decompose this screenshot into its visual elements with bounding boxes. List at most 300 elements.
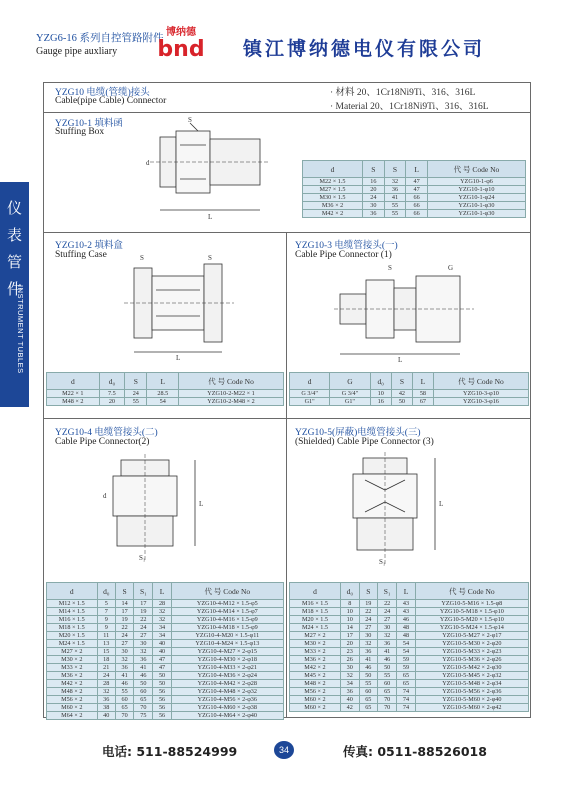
divider bbox=[43, 418, 531, 419]
table-cell: YZG10-5-M42 × 2-φ30 bbox=[415, 664, 528, 672]
table-cell: 18 bbox=[97, 656, 116, 664]
table-row bbox=[290, 680, 529, 688]
table-cell: 19 bbox=[116, 616, 134, 624]
box5-title-en: (Shielded) Cable Pipe Connector (3) bbox=[295, 437, 434, 447]
svg-text:S₁: S₁ bbox=[379, 558, 386, 566]
table-cell: 70 bbox=[377, 704, 396, 712]
table-cell: 36 bbox=[97, 696, 116, 704]
table-cell: 16 bbox=[370, 398, 391, 406]
table-cell: 74 bbox=[397, 704, 415, 712]
table-row bbox=[47, 390, 284, 398]
table-cell: 30 bbox=[134, 640, 153, 648]
table-row bbox=[47, 680, 284, 688]
table-cell: 56 bbox=[153, 688, 171, 696]
svg-text:L: L bbox=[439, 500, 444, 508]
table-cell: YZG10-1-φ30 bbox=[427, 202, 525, 210]
table-cell: 19 bbox=[359, 600, 377, 608]
table-cell: 50 bbox=[359, 672, 377, 680]
table-cell: YZG10-4-M24 × 1.5-φ13 bbox=[171, 640, 283, 648]
table-cell: 34 bbox=[340, 680, 359, 688]
table-cell: M20 × 1.5 bbox=[47, 632, 98, 640]
table-row bbox=[303, 194, 526, 202]
table-cell: 32 bbox=[377, 632, 396, 640]
connector-title-cn: YZG10 电缆(管缆)接头 bbox=[55, 88, 150, 98]
table-cell: 55 bbox=[359, 680, 377, 688]
table-row bbox=[303, 186, 526, 194]
svg-text:L: L bbox=[398, 356, 403, 364]
table-cell: 55 bbox=[377, 672, 396, 680]
table-cell: 46 bbox=[134, 672, 153, 680]
table-cell: 74 bbox=[397, 688, 415, 696]
table-cell: M33 × 2 bbox=[47, 664, 98, 672]
series-subtitle: Gauge pipe auxliary bbox=[36, 46, 118, 57]
table-cell: 34 bbox=[153, 632, 171, 640]
table-cell: 32 bbox=[384, 178, 406, 186]
table-cell: 30 bbox=[359, 632, 377, 640]
svg-text:bnd: bnd bbox=[157, 37, 205, 58]
table-cell: 22 bbox=[377, 600, 396, 608]
table-cell: YZG10-4-M33 × 2-φ21 bbox=[171, 664, 283, 672]
table-cell: YZG10-4-M12 × 1.5-φ5 bbox=[171, 600, 283, 608]
svg-text:d: d bbox=[103, 492, 107, 500]
table-row bbox=[47, 608, 284, 616]
table-cell: 24 bbox=[377, 608, 396, 616]
table-cell: YZG10-4-M36 × 2-φ24 bbox=[171, 672, 283, 680]
table-row bbox=[303, 178, 526, 186]
table-cell: M30 × 2 bbox=[47, 656, 98, 664]
table-cell: M14 × 1.5 bbox=[47, 608, 98, 616]
table-cell: 58 bbox=[412, 390, 433, 398]
table-cell: YZG10-5-M48 × 2-φ34 bbox=[415, 680, 528, 688]
table-cell: M36 × 2 bbox=[47, 672, 98, 680]
table-cell: 59 bbox=[397, 656, 415, 664]
svg-text:d: d bbox=[146, 159, 150, 167]
table-row bbox=[290, 624, 529, 632]
table-cell: 42 bbox=[340, 704, 359, 712]
table-cell: M48 × 2 bbox=[47, 398, 100, 406]
svg-text:G: G bbox=[448, 264, 454, 272]
table-cell: 27 bbox=[377, 616, 396, 624]
sidebar-en-label: INSTRUMENT TUBLES bbox=[16, 285, 25, 374]
table-cell: 20 bbox=[363, 186, 385, 194]
table-cell: 48 bbox=[397, 624, 415, 632]
box2-title-cn: YZG10-2 填料盒 bbox=[55, 241, 123, 251]
table-row bbox=[290, 398, 529, 406]
svg-text:S: S bbox=[188, 116, 192, 124]
svg-text:博纳德: 博纳德 bbox=[166, 27, 196, 38]
table-cell: YZG10-5-M60 × 2-φ40 bbox=[415, 696, 528, 704]
table-cell: 32 bbox=[134, 648, 153, 656]
table-cell: 10 bbox=[340, 608, 359, 616]
table-cell: 60 bbox=[377, 680, 396, 688]
table-cell: M42 × 2 bbox=[303, 210, 363, 218]
table-row bbox=[47, 398, 284, 406]
table-cell: 36 bbox=[340, 688, 359, 696]
table-cell: YZG10-4-M16 × 1.5-φ9 bbox=[171, 616, 283, 624]
table-row bbox=[303, 202, 526, 210]
table-cell: M20 × 1.5 bbox=[290, 616, 341, 624]
table-cell: 40 bbox=[340, 696, 359, 704]
table-cell: 34 bbox=[153, 624, 171, 632]
table-cell: M60 × 2 bbox=[290, 696, 341, 704]
table-cell: 9 bbox=[97, 624, 116, 632]
svg-text:L: L bbox=[199, 500, 204, 508]
table-cell: 10 bbox=[370, 390, 391, 398]
table-cell: 40 bbox=[97, 712, 116, 720]
table-cell: 55 bbox=[116, 688, 134, 696]
table-cell: 14 bbox=[340, 624, 359, 632]
table-cell: 19 bbox=[134, 608, 153, 616]
svg-text:S: S bbox=[140, 254, 144, 262]
table-row bbox=[47, 616, 284, 624]
table-cell: YZG10-4-M64 × 2-φ40 bbox=[171, 712, 283, 720]
table-cell: 26 bbox=[340, 656, 359, 664]
table-cell: YZG10-1-φ6 bbox=[427, 178, 525, 186]
table-row bbox=[47, 688, 284, 696]
table-cell: 65 bbox=[397, 672, 415, 680]
box3-title-en: Cable Pipe Connector (1) bbox=[295, 250, 392, 260]
table-cell: YZG10-3-φ10 bbox=[433, 390, 528, 398]
table-cell: 65 bbox=[359, 696, 377, 704]
divider bbox=[43, 232, 531, 233]
material-en: · Material 20、1Cr18Ni9Ti、316、316L bbox=[330, 102, 489, 112]
table-cell: M33 × 2 bbox=[290, 648, 341, 656]
table-cell: YZG10-5-M16 × 1.5-φ8 bbox=[415, 600, 528, 608]
box5-title-cn: YZG10-5(屏蔽)电缆管接头(三) bbox=[295, 428, 421, 438]
table-cell: YZG10-5-M45 × 2-φ32 bbox=[415, 672, 528, 680]
table-cell: 36 bbox=[134, 656, 153, 664]
table-cell: 30 bbox=[363, 202, 385, 210]
table-cell: YZG10-5-M33 × 2-φ23 bbox=[415, 648, 528, 656]
table-cell: 65 bbox=[377, 688, 396, 696]
table-cell: G1" bbox=[290, 398, 330, 406]
table-cell: 36 bbox=[377, 640, 396, 648]
table-cell: 17 bbox=[116, 608, 134, 616]
table-cell: YZG10-5-M20 × 1.5-φ10 bbox=[415, 616, 528, 624]
table-cell: 41 bbox=[377, 648, 396, 656]
table-cell: YZG10-2-M22 × 1 bbox=[179, 390, 284, 398]
table-row bbox=[47, 656, 284, 664]
svg-text:L: L bbox=[176, 354, 181, 362]
table-cell: 24 bbox=[134, 624, 153, 632]
table-cell: M36 × 2 bbox=[303, 202, 363, 210]
table-cell: YZG10-4-M14 × 1.5-φ7 bbox=[171, 608, 283, 616]
svg-text:S: S bbox=[388, 264, 392, 272]
table-cell: 28 bbox=[153, 600, 171, 608]
table-cell: 30 bbox=[116, 648, 134, 656]
table-cell: 24 bbox=[125, 390, 147, 398]
table-cell: 28 bbox=[97, 680, 116, 688]
svg-text:S₁: S₁ bbox=[139, 554, 146, 562]
table-cell: 36 bbox=[116, 664, 134, 672]
table-cell: G1" bbox=[330, 398, 370, 406]
table-cell: 24 bbox=[359, 616, 377, 624]
table-row bbox=[47, 672, 284, 680]
table-cell: 70 bbox=[134, 704, 153, 712]
table-cell: 46 bbox=[377, 656, 396, 664]
table-cell: 32 bbox=[359, 640, 377, 648]
table-cell: 40 bbox=[153, 640, 171, 648]
table-cell: M42 × 2 bbox=[290, 664, 341, 672]
table-cell: 36 bbox=[384, 186, 406, 194]
table-cell: M56 × 2 bbox=[290, 688, 341, 696]
table-row bbox=[290, 688, 529, 696]
footer-phone: 电话: 511-88524999 bbox=[102, 744, 238, 759]
table-cell: YZG10-5-M60 × 2-φ42 bbox=[415, 704, 528, 712]
box5-spec-table: d d₀ S S₁ L 代 号 Code No M16 × 1.5 8 19 22 43 YZG10-5-M16 × 1.5-φ8 M18 × 1.5 10 22 24 43 YZG10-5-M18 × 1.5-φ10 M20 × 1.5 10 24 27 46 YZG10-5-M20 × 1.5-φ10 M24 × 1.5 14 27 30 48 YZG10-5-M24 × 1.5-φ14 M27 × 2 17 30 32 48 YZG10-5-M27 × 2-φ17 M30 × 2 20 32 36 54 YZG10-5-M30 × 2-φ20 M33 × 2 23 36 41 54 YZG10-5-M33 × 2-φ23 M36 × 2 26 41 46 59 YZG10-5-M36 × 2-φ26 M42 × 2 30 46 50 59 YZG10-5-M42 × 2-φ30 M45 × 2 32 50 55 65 YZG10-5-M45 × 2-φ32 M48 × 2 34 55 60 65 YZG10-5-M48 × 2-φ34 M56 × 2 36 60 65 74 YZG10-5-M56 × 2-φ36 M60 × 2 40 65 70 74 YZG10-5-M60 × 2-φ40 M60 × 2 42 65 70 74 YZG10-5-M60 × 2-φ42 bbox=[289, 582, 529, 712]
table-cell: YZG10-4-M18 × 1.5-φ9 bbox=[171, 624, 283, 632]
table-cell: 32 bbox=[153, 616, 171, 624]
table-cell: M16 × 1.5 bbox=[47, 616, 98, 624]
cable-pipe-connector-1-drawing bbox=[330, 258, 480, 364]
table-cell: 47 bbox=[406, 178, 428, 186]
table-cell: G 3/4" bbox=[290, 390, 330, 398]
table-cell: 50 bbox=[153, 680, 171, 688]
table-cell: YZG10-4-M56 × 2-φ36 bbox=[171, 696, 283, 704]
table-cell: 8 bbox=[340, 600, 359, 608]
table-cell: M42 × 2 bbox=[47, 680, 98, 688]
table-cell: G 3/4" bbox=[330, 390, 370, 398]
table-row bbox=[47, 712, 284, 720]
table-row bbox=[47, 640, 284, 648]
company-name: 镇江博纳德电仪有限公司 bbox=[243, 38, 486, 60]
table-cell: 65 bbox=[359, 704, 377, 712]
table-cell: 11 bbox=[97, 632, 116, 640]
table-cell: YZG10-1-φ30 bbox=[427, 210, 525, 218]
table-cell: 27 bbox=[116, 640, 134, 648]
table-cell: YZG10-4-M42 × 2-φ28 bbox=[171, 680, 283, 688]
table-cell: M45 × 2 bbox=[290, 672, 341, 680]
table-cell: 28.5 bbox=[147, 390, 179, 398]
table-cell: 27 bbox=[359, 624, 377, 632]
table-cell: YZG10-5-M30 × 2-φ20 bbox=[415, 640, 528, 648]
table-cell: 36 bbox=[359, 648, 377, 656]
table-row bbox=[47, 696, 284, 704]
table-cell: 27 bbox=[134, 632, 153, 640]
box4-title-en: Cable Pipe Connector(2) bbox=[55, 437, 150, 447]
table-cell: 74 bbox=[397, 696, 415, 704]
box4-spec-table: d d₀ S S₁ L 代 号 Code No M12 × 1.5 5 14 17 28 YZG10-4-M12 × 1.5-φ5 M14 × 1.5 7 17 19 32 YZG10-4-M14 × 1.5-φ7 M16 × 1.5 9 19 22 32 YZG10-4-M16 × 1.5-φ9 M18 × 1.5 9 22 24 34 YZG10-4-M18 × 1.5-φ9 M20 × 1.5 11 24 27 34 YZG10-4-M20 × 1.5-φ11 M24 × 1.5 13 27 30 40 YZG10-4-M24 × 1.5-φ13 M27 × 2 15 30 32 40 YZG10-4-M27 × 2-φ15 M30 × 2 18 32 36 47 YZG10-4-M30 × 2-φ18 M33 × 2 21 36 41 47 YZG10-4-M33 × 2-φ21 M36 × 2 24 41 46 50 YZG10-4-M36 × 2-φ24 M42 × 2 28 46 50 50 YZG10-4-M42 × 2-φ28 M48 × 2 32 55 60 56 YZG10-4-M48 × 2-φ32 M56 × 2 36 60 65 56 YZG10-4-M56 × 2-φ36 M60 × 2 38 65 70 56 YZG10-4-M60 × 2-φ38 M64 × 2 40 70 75 56 YZG10-4-M64 × 2-φ40 bbox=[46, 582, 284, 720]
table-row bbox=[47, 664, 284, 672]
table-cell: 43 bbox=[397, 600, 415, 608]
table-row bbox=[290, 664, 529, 672]
table-cell: YZG10-5-M36 × 2-φ26 bbox=[415, 656, 528, 664]
table-cell: M22 × 1 bbox=[47, 390, 100, 398]
table-row bbox=[47, 600, 284, 608]
table-cell: 46 bbox=[116, 680, 134, 688]
table-cell: 7.5 bbox=[99, 390, 124, 398]
table-cell: 30 bbox=[340, 664, 359, 672]
table-cell: 56 bbox=[153, 704, 171, 712]
table-cell: 56 bbox=[153, 712, 171, 720]
table-cell: 32 bbox=[153, 608, 171, 616]
table-row bbox=[47, 624, 284, 632]
stuffing-box-drawing bbox=[140, 115, 285, 225]
table-row bbox=[47, 704, 284, 712]
table-cell: YZG10-4-M30 × 2-φ18 bbox=[171, 656, 283, 664]
table-cell: 54 bbox=[147, 398, 179, 406]
table-cell: M18 × 1.5 bbox=[47, 624, 98, 632]
table-cell: 21 bbox=[97, 664, 116, 672]
table-cell: 38 bbox=[97, 704, 116, 712]
table-cell: 43 bbox=[397, 608, 415, 616]
table-cell: 46 bbox=[397, 616, 415, 624]
sidebar-cn-label: 仪 表 管 件 bbox=[6, 199, 22, 298]
table-cell: 60 bbox=[359, 688, 377, 696]
table-cell: M27 × 1.5 bbox=[303, 186, 363, 194]
table-cell: 32 bbox=[97, 688, 116, 696]
table-cell: YZG10-4-M48 × 2-φ32 bbox=[171, 688, 283, 696]
page-number: 34 bbox=[274, 741, 294, 759]
table-cell: M60 × 2 bbox=[290, 704, 341, 712]
footer-fax: 传真: 0511-88526018 bbox=[343, 744, 487, 759]
table-cell: 40 bbox=[153, 648, 171, 656]
box3-title-cn: YZG10-3 电缆管接头(一) bbox=[295, 241, 398, 251]
svg-text:S: S bbox=[208, 254, 212, 262]
table-cell: 13 bbox=[97, 640, 116, 648]
table-cell: M56 × 2 bbox=[47, 696, 98, 704]
table-cell: 50 bbox=[377, 664, 396, 672]
table-row bbox=[290, 632, 529, 640]
table-cell: M24 × 1.5 bbox=[47, 640, 98, 648]
table-cell: 70 bbox=[377, 696, 396, 704]
table-row bbox=[290, 656, 529, 664]
table-cell: YZG10-1-φ24 bbox=[427, 194, 525, 202]
table-cell: YZG10-5-M24 × 1.5-φ14 bbox=[415, 624, 528, 632]
table-cell: 65 bbox=[134, 696, 153, 704]
table-cell: M27 × 2 bbox=[290, 632, 341, 640]
table-cell: 36 bbox=[363, 210, 385, 218]
table-cell: M16 × 1.5 bbox=[290, 600, 341, 608]
table-cell: 55 bbox=[384, 202, 406, 210]
table-cell: 60 bbox=[134, 688, 153, 696]
table-cell: 17 bbox=[134, 600, 153, 608]
table-cell: 20 bbox=[340, 640, 359, 648]
box3-spec-table: d G d₀ S L 代 号 Code No G 3/4" G 3/4" 10 42 58 YZG10-3-φ10 G1" G1" 16 50 67 YZG10-3-φ16 bbox=[289, 372, 529, 406]
connector-title-en: Cable(pipe Cable) Connector bbox=[55, 96, 167, 106]
table-cell: 50 bbox=[153, 672, 171, 680]
table-cell: 17 bbox=[340, 632, 359, 640]
divider bbox=[43, 112, 531, 113]
table-row bbox=[290, 600, 529, 608]
table-cell: 47 bbox=[153, 664, 171, 672]
table-cell: 30 bbox=[377, 624, 396, 632]
table-cell: 9 bbox=[97, 616, 116, 624]
table-cell: 41 bbox=[134, 664, 153, 672]
table-cell: 66 bbox=[406, 202, 428, 210]
table-cell: 46 bbox=[359, 664, 377, 672]
table-cell: YZG10-4-M60 × 2-φ38 bbox=[171, 704, 283, 712]
table-cell: 54 bbox=[397, 648, 415, 656]
table-cell: M22 × 1.5 bbox=[303, 178, 363, 186]
table-cell: 66 bbox=[406, 194, 428, 202]
table-cell: 32 bbox=[116, 656, 134, 664]
table-cell: M12 × 1.5 bbox=[47, 600, 98, 608]
table-row bbox=[47, 648, 284, 656]
box2-spec-table: d d₀ S L 代 号 Code No M22 × 1 7.5 24 28.5 YZG10-2-M22 × 1 M48 × 2 20 55 54 YZG10-2-M48 × 2 bbox=[46, 372, 284, 406]
table-cell: 16 bbox=[363, 178, 385, 186]
table-row bbox=[303, 210, 526, 218]
table-cell: 10 bbox=[340, 616, 359, 624]
table-cell: 56 bbox=[153, 696, 171, 704]
table-cell: 67 bbox=[412, 398, 433, 406]
box4-title-cn: YZG10-4 电缆管接头(二) bbox=[55, 428, 158, 438]
svg-text:L: L bbox=[208, 213, 213, 221]
table-cell: 41 bbox=[359, 656, 377, 664]
table-cell: YZG10-4-M20 × 1.5-φ11 bbox=[171, 632, 283, 640]
table-cell: 70 bbox=[116, 712, 134, 720]
table-cell: 22 bbox=[359, 608, 377, 616]
table-row bbox=[290, 616, 529, 624]
cable-pipe-connector-2-drawing bbox=[95, 450, 215, 570]
table-cell: YZG10-5-M18 × 1.5-φ10 bbox=[415, 608, 528, 616]
table-cell: 48 bbox=[397, 632, 415, 640]
table-cell: 60 bbox=[116, 696, 134, 704]
table-cell: 15 bbox=[97, 648, 116, 656]
table-cell: M18 × 1.5 bbox=[290, 608, 341, 616]
table-cell: 5 bbox=[97, 600, 116, 608]
table-cell: 65 bbox=[397, 680, 415, 688]
table-cell: 22 bbox=[116, 624, 134, 632]
stuffing-case-drawing bbox=[120, 250, 240, 362]
table-cell: 22 bbox=[134, 616, 153, 624]
table-cell: M30 × 1.5 bbox=[303, 194, 363, 202]
table-row bbox=[290, 696, 529, 704]
series-title: YZG6-16 系列自控管路附件 bbox=[36, 33, 164, 44]
table-cell: M27 × 2 bbox=[47, 648, 98, 656]
table-cell: M24 × 1.5 bbox=[290, 624, 341, 632]
table-row bbox=[290, 648, 529, 656]
table-cell: 47 bbox=[406, 186, 428, 194]
table-cell: 24 bbox=[97, 672, 116, 680]
company-logo bbox=[148, 24, 214, 58]
table-cell: 23 bbox=[340, 648, 359, 656]
table-cell: 55 bbox=[384, 210, 406, 218]
table-cell: M64 × 2 bbox=[47, 712, 98, 720]
table-cell: 32 bbox=[340, 672, 359, 680]
table-cell: 54 bbox=[397, 640, 415, 648]
table-cell: 24 bbox=[116, 632, 134, 640]
table-cell: YZG10-1-φ10 bbox=[427, 186, 525, 194]
table-cell: YZG10-5-M27 × 2-φ17 bbox=[415, 632, 528, 640]
table-cell: YZG10-3-φ16 bbox=[433, 398, 528, 406]
table-row bbox=[290, 640, 529, 648]
table-cell: 41 bbox=[116, 672, 134, 680]
table-cell: 65 bbox=[116, 704, 134, 712]
table-cell: M60 × 2 bbox=[47, 704, 98, 712]
table-cell: 47 bbox=[153, 656, 171, 664]
table-cell: 50 bbox=[134, 680, 153, 688]
table-row bbox=[290, 704, 529, 712]
divider bbox=[286, 232, 287, 718]
box1-title-en: Stuffing Box bbox=[55, 127, 105, 137]
table-cell: 55 bbox=[125, 398, 147, 406]
table-row bbox=[290, 608, 529, 616]
box2-title-en: Stuffing Case bbox=[55, 250, 107, 260]
table-cell: 42 bbox=[391, 390, 412, 398]
table-cell: 50 bbox=[391, 398, 412, 406]
table-row bbox=[290, 672, 529, 680]
table-cell: M36 × 2 bbox=[290, 656, 341, 664]
table-cell: 14 bbox=[116, 600, 134, 608]
table-cell: 24 bbox=[363, 194, 385, 202]
table-cell: 66 bbox=[406, 210, 428, 218]
table-row bbox=[47, 632, 284, 640]
table-cell: M48 × 2 bbox=[290, 680, 341, 688]
table-cell: YZG10-5-M56 × 2-φ36 bbox=[415, 688, 528, 696]
table-cell: 75 bbox=[134, 712, 153, 720]
table-cell: 59 bbox=[397, 664, 415, 672]
